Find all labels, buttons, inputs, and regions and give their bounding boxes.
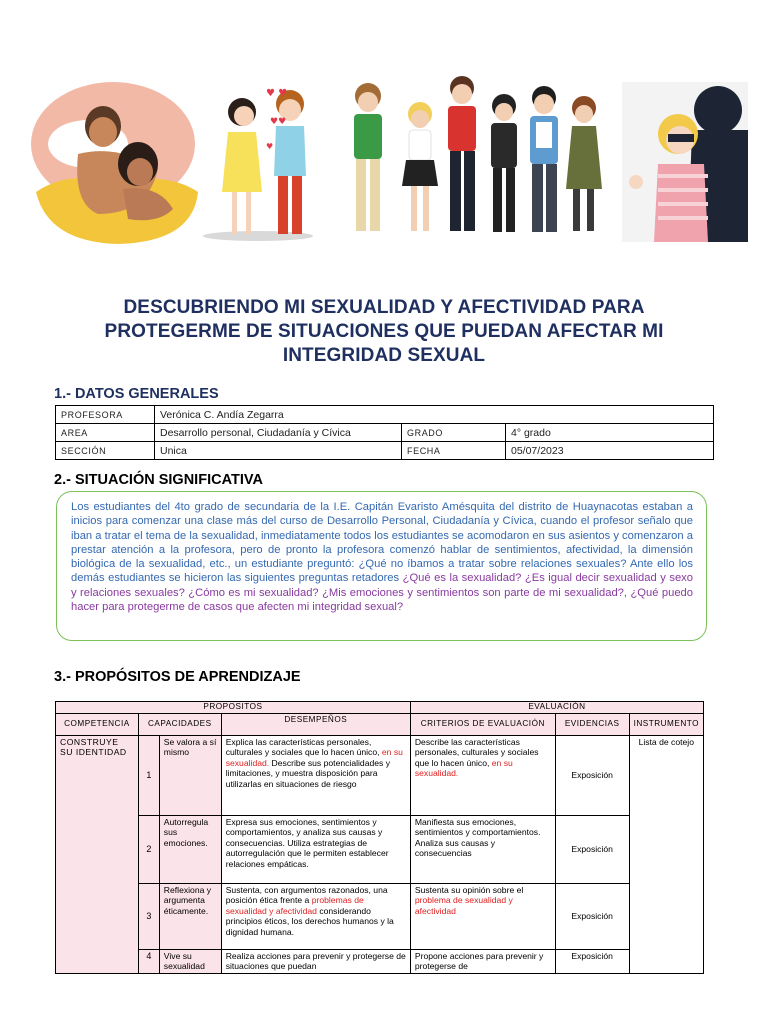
criterio-cell: Sustenta su opinión sobre el problema de sexualidad y afectividad: [410, 883, 555, 949]
criterio-cell: Manifiesta sus emociones, sentimientos y comportamientos. Analiza sus causas y consecuencias: [410, 815, 555, 883]
desempeno-cell: Explica las características personales, culturales y sociales que lo hacen único, en su sexualidad. Describe sus potencialidades y limitaciones, y muestra disposición para utilizarlas en situaciones de riesgo: [221, 735, 410, 815]
couple-hearts-illustration: [203, 88, 313, 241]
section-heading-situacion: 2.- SITUACIÓN SIGNIFICATIVA: [54, 472, 263, 488]
situacion-text: Los estudiantes del 4to grado de secundaria de la I.E. Capitán Evaristo Amésquita del distrito de Huaynacotas estaban a inicios para comenzar una clase más del curso de Desarrollo Personal, Ciudadanía y Cívica, cuando el profesor señalo que iban a tratar el tema de la sexualidad, inmediatamente todos los estudiantes se acomodaron en sus asientos y comenzaron a prestar atención a la profesora, pero de pronto la profesora comenzó hablar de sentimientos, afectividad, la dimensión biológica de la sexualidad, etc., un estudiante preguntó: ¿Qué no íbamos a tratar sobre relaciones sexuales? Ante ello los demás estudiantes se hicieron las siguientes preguntas retadores: [71, 501, 693, 585]
section-heading-propositos: 3.- PROPÓSITOS DE APRENDIZAJE: [54, 669, 301, 685]
situacion-questions: ¿Qué es la sexualidad? ¿Es igual decir sexualidad y sexo y relaciones sexuales? ¿Cómo es mi sexualidad? ¿Mis emociones y sentimientos son parte de mi sexualidad?, ¿Qué puedo hacer para protegerme de casos que afecten mi integridad sexual?: [71, 572, 693, 614]
header-desempenos: DESEMPEÑOS: [221, 713, 410, 735]
header-evaluacion: EVALUACIÓN: [410, 702, 703, 714]
evidencia-cell: Exposición: [555, 949, 629, 973]
grado-label: GRADO: [402, 424, 506, 442]
evidencia-cell: Exposición: [555, 735, 629, 815]
situacion-box: [56, 491, 707, 641]
fecha-label: FECHA: [402, 442, 506, 460]
criterio-cell: Propone acciones para prevenir y protegerse de: [410, 949, 555, 973]
desempeno-cell: Realiza acciones para prevenir y protegerse de situaciones que puedan: [221, 949, 410, 973]
general-data-table: [55, 405, 714, 460]
capacidad-cell: Vive su sexualidad: [159, 949, 221, 973]
row-number: 2: [138, 815, 159, 883]
capacidad-cell: Reflexiona y argumenta éticamente.: [159, 883, 221, 949]
header-criterios: CRITERIOS DE EVALUACIÓN: [410, 713, 555, 735]
capacidad-cell: Se valora a sí mismo: [159, 735, 221, 815]
table-row: [56, 949, 704, 973]
area-value: Desarrollo personal, Ciudadanía y Cívica: [155, 424, 402, 442]
propositos-table: [55, 701, 704, 974]
seccion-label: SECCIÓN: [56, 442, 155, 460]
table-row: [56, 883, 704, 949]
table-row: [56, 815, 704, 883]
header-capacidades: CAPACIDADES: [138, 713, 221, 735]
table-header-row: [56, 702, 704, 714]
table-header-row: [56, 713, 704, 735]
row-number: 1: [138, 735, 159, 815]
profesora-label: PROFESORA: [56, 406, 155, 424]
table-row: [56, 442, 714, 460]
table-row: [56, 424, 714, 442]
evidencia-cell: Exposición: [555, 815, 629, 883]
desempeno-cell: Expresa sus emociones, sentimientos y comportamientos, y analiza sus causas y consecuencias. Utiliza estrategias de autorregulación que le permiten establecer relaciones empáticas.: [221, 815, 410, 883]
capacidad-cell: Autorregula sus emociones.: [159, 815, 221, 883]
area-label: AREA: [56, 424, 155, 442]
criterio-cell: Describe las características personales, culturales y sociales que lo hacen único, en su sexualidad.: [410, 735, 555, 815]
svg-text:♥♥: ♥♥: [270, 117, 287, 127]
evidencia-cell: Exposición: [555, 883, 629, 949]
section-heading-datos: 1.- DATOS GENERALES: [54, 386, 219, 402]
header-instrumento: INSTRUMENTO: [629, 713, 703, 735]
instrumento-cell: Lista de cotejo: [629, 735, 703, 973]
header-evidencias: EVIDENCIAS: [555, 713, 629, 735]
competencia-cell: CONSTRUYE SU IDENTIDAD: [56, 735, 139, 973]
desempeno-cell: Sustenta, con argumentos razonados, una posición ética frente a problemas de sexualidad y afectividad considerando principios éticos, los derechos humanos y la dignidad humana.: [221, 883, 410, 949]
header-propositos: PROPOSITOS: [56, 702, 411, 714]
profesora-value: Verónica C. Andía Zegarra: [155, 406, 714, 424]
harassment-illustration: [622, 82, 748, 242]
header-illustration: [28, 74, 748, 249]
header-competencia: COMPETENCIA: [56, 713, 139, 735]
svg-text:♥ ♥: ♥ ♥: [266, 88, 288, 99]
fecha-value: 05/07/2023: [506, 442, 714, 460]
row-number: 3: [138, 883, 159, 949]
couple-illustration: [31, 82, 198, 244]
teen-group-illustration: [354, 76, 602, 232]
grado-value: 4° grado: [506, 424, 714, 442]
table-row: [56, 406, 714, 424]
page-title: DESCUBRIENDO MI SEXUALIDAD Y AFECTIVIDAD PARA PROTEGERME DE SITUACIONES QUE PUEDAN AFECTAR MI INTEGRIDAD SEXUAL: [104, 297, 664, 366]
table-row: [56, 735, 704, 815]
svg-text:♥: ♥: [266, 142, 274, 151]
seccion-value: Unica: [155, 442, 402, 460]
row-number: 4: [138, 949, 159, 973]
